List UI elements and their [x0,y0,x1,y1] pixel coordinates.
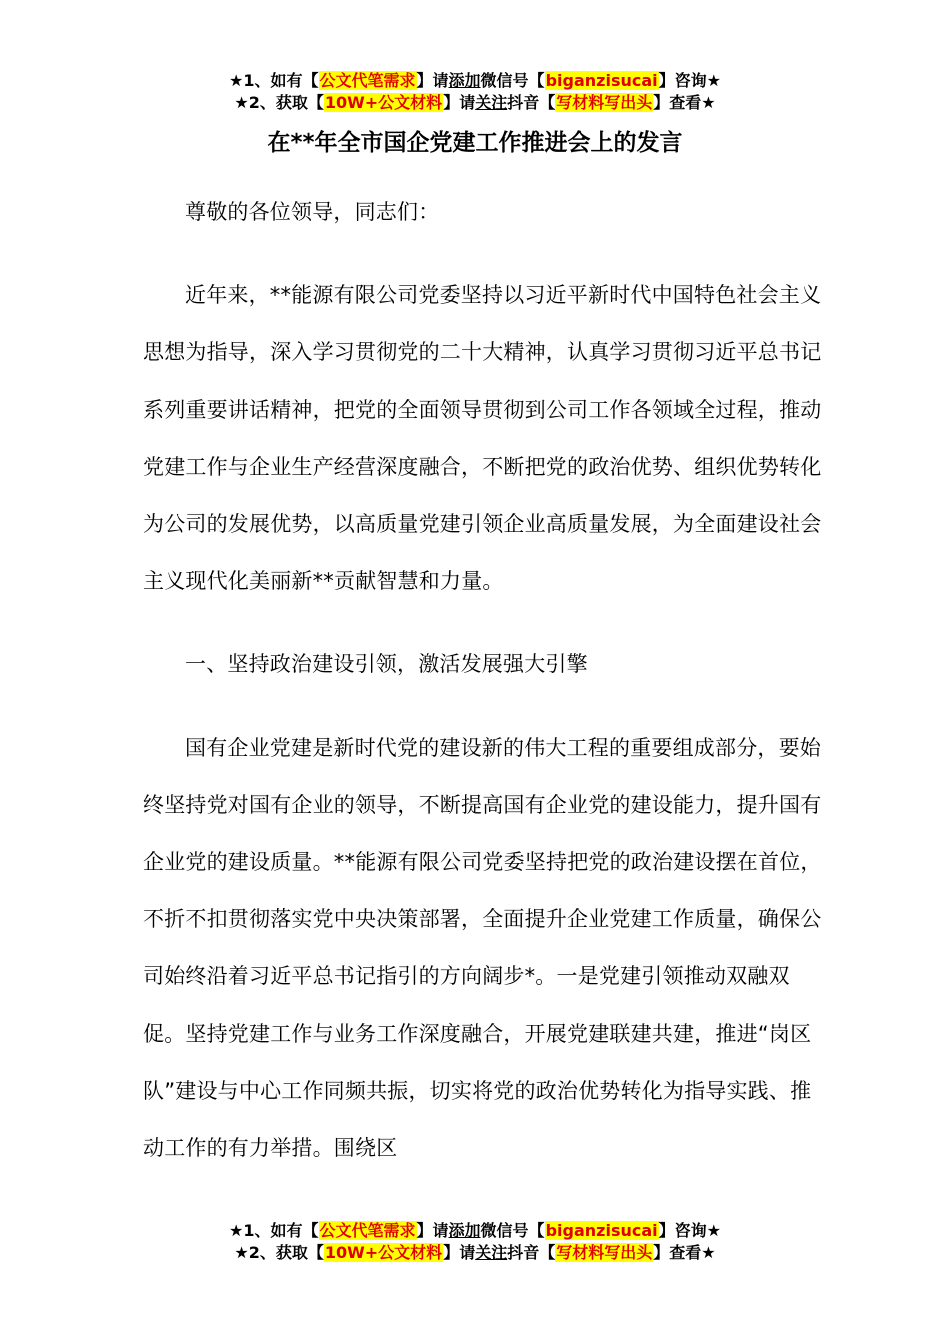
header-banner [0,70,950,114]
highlight-text: 公文代笔需求 [319,71,416,90]
banner-text: 微信号【 [480,71,545,90]
banner-line-1 [0,1220,950,1242]
section-heading-1: 一、坚持政治建设引领，激活发展强大引擎 [185,652,588,677]
paragraph-section-1: 国有企业党建是新时代党的建设新的伟大工程的重要组成部分，要始终坚持党对国有企业的领导，不断提高国有企业党的建设能力，提升国有企业党的建设质量。**能源有限公司党委坚持把党的政治建设摆在首位，不折不扣贯彻落实党中央决策部署，全面提升企业党建工作质量，确保公司始终沿着习近平总书记指引的方向阔步*。一是党建引领推动双融双促。坚持党建工作与业务工作深度融合，开展党建联建共建，推进“岗区队”建设与中心工作同频共振，切实将党的政治优势转化为指导实践、推动工作的有力举措。围绕区 [143,735,822,1161]
banner-text: 】请 [416,1221,449,1240]
banner-text: ★1、如有【 [229,1221,319,1240]
highlight-text: 10W+公文材料 [324,1243,443,1262]
underlined-text: 添加 [448,1221,481,1240]
banner-text: 抖音【 [507,1243,556,1262]
banner-text: ★1、如有【 [229,71,319,90]
banner-text: 抖音【 [507,93,556,112]
banner-text: ★2、获取【 [234,1243,324,1262]
banner-text: 】请 [416,71,449,90]
banner-text: 】查看★ [653,93,716,112]
highlight-text: 公文代笔需求 [319,1221,416,1240]
underlined-text: 添加 [448,71,481,90]
highlight-text: 10W+公文材料 [324,93,443,112]
greeting: 尊敬的各位领导，同志们： [185,200,440,224]
banner-line-1 [0,70,950,92]
banner-line-2 [0,92,950,114]
banner-text: 】咨询★ [658,1221,721,1240]
douyin-id-highlight: 写材料写出头 [556,93,653,112]
banner-text: 】咨询★ [658,71,721,90]
banner-text: 】查看★ [653,1243,716,1262]
banner-text: 】请 [443,93,476,112]
paragraph-intro: 近年来，**能源有限公司党委坚持以习近平新时代中国特色社会主义思想为指导，深入学习贯彻党的二十大精神，认真学习贯彻习近平总书记系列重要讲话精神，把党的全面领导贯彻到公司工作各领域全过程，推动党建工作与企业生产经营深度融合，不断把党的政治优势、组织优势转化为公司的发展优势，以高质量党建引领企业高质量发展，为全面建设社会主义现代化美丽新**贡献智慧和力量。 [143,283,822,594]
wechat-id-highlight: biganzisucai [545,71,658,90]
banner-text: 】请 [443,1243,476,1262]
banner-line-2 [0,1242,950,1264]
underlined-text: 关注 [475,93,508,112]
underlined-text: 关注 [475,1243,508,1262]
document-title: 在**年全市国企党建工作推进会上的发言 [267,130,683,156]
wechat-id-highlight: biganzisucai [545,1221,658,1240]
document-body [143,184,828,1177]
footer-banner [0,1220,950,1264]
douyin-id-highlight: 写材料写出头 [556,1243,653,1262]
banner-text: 微信号【 [480,1221,545,1240]
banner-text: ★2、获取【 [234,93,324,112]
